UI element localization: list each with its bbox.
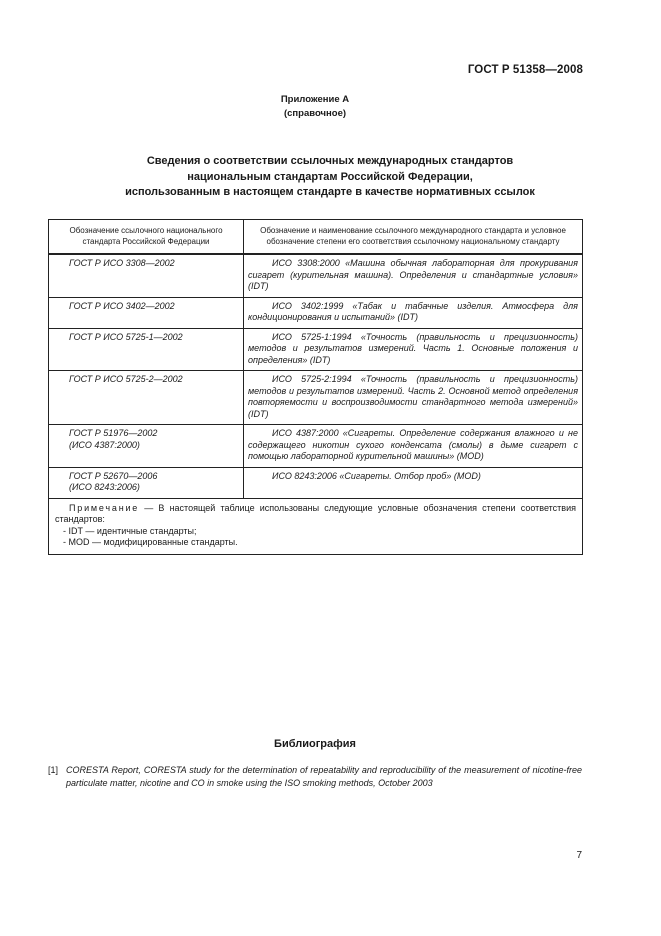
national-standard-cell: [49, 467, 244, 498]
note-item-mod: - MOD — модифицированные стандарты.: [63, 537, 238, 547]
table-note: [49, 498, 583, 554]
standard-code: ГОСТ Р 51358—2008: [467, 64, 583, 76]
national-standard-code: ГОСТ Р ИСО 3402—2002: [69, 300, 175, 311]
note-text: — В настоящей таблице использованы следующие условные обозначения степени соответствия стандартов:: [55, 502, 576, 524]
national-standard-code: ГОСТ Р ИСО 3308—2002: [69, 258, 175, 268]
table-row: [49, 297, 583, 328]
national-standard-code: ГОСТ Р ИСО 5725-2—2002: [69, 374, 183, 384]
bibliography-list: [48, 764, 582, 789]
national-standard-code: ГОСТ Р 51976—2002: [69, 428, 158, 438]
appendix-label: Приложение А: [280, 94, 350, 105]
national-standard-cell: [49, 254, 244, 297]
national-standard-cell: [49, 425, 244, 468]
title-line-1: Сведения о соответствии ссылочных международных стандартов: [146, 155, 514, 167]
national-standard-cell: [49, 328, 244, 371]
table-note-row: [49, 498, 583, 554]
table-row: [49, 328, 583, 371]
note-item-idt: - IDT — идентичные стандарты;: [63, 525, 197, 536]
national-standard-equivalent: (ИСО 8243:2006): [69, 482, 140, 492]
title-line-2: национальным стандартам Российской Федерации,: [187, 170, 473, 183]
international-standard-cell: ИСО 5725-1:1994 «Точность (правильность и прецизионность) методов и результатов измерений. Часть 1. Основные положения и определения» (IDT): [244, 328, 583, 371]
appendix-type: (справочное): [283, 108, 347, 119]
title-line-3: использованным в настоящем стандарте в качестве нормативных ссылок: [125, 186, 535, 198]
international-standard-cell: ИСО 3402:1999 «Табак и табачные изделия. Атмосфера для кондиционирования и испытаний» (IDT): [244, 297, 583, 328]
international-standard-cell: ИСО 3308:2000 «Машина обычная лабораторная для прокуривания сигарет (курительная машина). Определения и стандартные условия» (IDT): [244, 254, 583, 297]
appendix-heading: [0, 93, 630, 121]
bibliography-entry: [48, 764, 582, 789]
note-intro: [55, 503, 576, 526]
header-national-standard: Обозначение ссылочного национального стандарта Российской Федерации: [49, 220, 244, 255]
international-standard-cell: ИСО 4387:2000 «Сигареты. Определение содержания влажного и не содержащего никотин сухого конденсата (смолы) в дыме сигарет с помощью лабораторной курительной машины» (MOD): [244, 425, 583, 468]
bibliography-number: [1]: [48, 765, 59, 775]
table-row: [49, 467, 583, 498]
national-standard-code: ГОСТ Р ИСО 5725-1—2002: [69, 331, 183, 342]
bibliography-text: CORESTA Report, CORESTA study for the determination of repeatability and reproducibility of the measurement of nicotine-free particulate matter, nicotine and CO in smoke using the ISO smoking methods, October 2003: [66, 765, 582, 788]
table-header-row: [49, 220, 583, 255]
international-standard-cell: ИСО 8243:2006 «Сигареты. Отбор проб» (MOD): [244, 467, 583, 498]
references-table: [48, 219, 583, 555]
note-label: Примечание: [69, 502, 140, 513]
page-number: 7: [576, 850, 582, 861]
table-row: [49, 254, 583, 297]
national-standard-equivalent: (ИСО 4387:2000): [69, 439, 140, 450]
table-row: [49, 425, 583, 468]
table-title: [80, 154, 580, 201]
national-standard-code: ГОСТ Р 52670—2006: [69, 470, 158, 481]
international-standard-cell: ИСО 5725-2:1994 «Точность (правильность и прецизионность) методов и результатов измерений. Часть 2. Основной метод определения повторяемости и воспроизводимости стандартного метода измерений» (IDT): [244, 371, 583, 425]
bibliography-heading: Библиография: [274, 738, 356, 750]
header-international-standard: Обозначение и наименование ссылочного международного стандарта и условное обозначение степени его соответствия ссылочному национальному стандарту: [244, 220, 583, 255]
national-standard-cell: [49, 297, 244, 328]
table-row: [49, 371, 583, 425]
national-standard-cell: [49, 371, 244, 425]
